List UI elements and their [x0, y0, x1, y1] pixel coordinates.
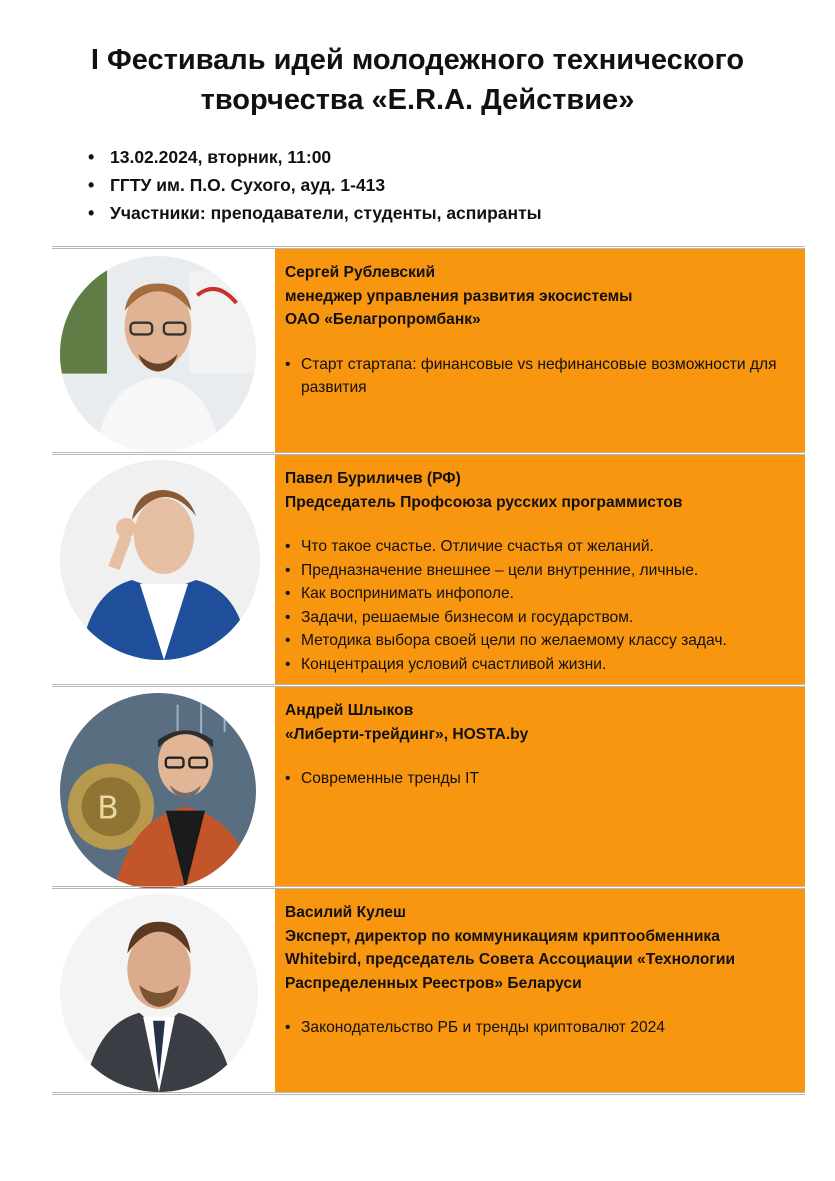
speaker-name: Андрей Шлыков [285, 702, 414, 719]
speakers-table [52, 246, 805, 1095]
speaker-row [52, 246, 805, 452]
topic-item: • Методика выбора своей цели по желаемому классу задач. [285, 629, 795, 653]
event-location: • ГГТУ им. П.О. Сухого, ауд. 1-413 [88, 171, 542, 199]
topic-item: • Законодательство РБ и тренды криптовалют 2024 [285, 1016, 795, 1040]
topic-item: • Задачи, решаемые бизнесом и государством. [285, 606, 795, 630]
topic-item: • Предназначение внешнее – цели внутренние, личные. [285, 559, 795, 583]
title-line-2: творчества «E.R.A. Действие» [200, 84, 635, 116]
topic-list [285, 353, 795, 400]
speaker-photo [60, 256, 256, 452]
speaker-details [275, 687, 805, 886]
topic-list [285, 767, 795, 791]
event-participants: • Участники: преподаватели, студенты, аспиранты [88, 199, 542, 227]
speaker-photo [60, 693, 256, 889]
speaker-details [275, 889, 805, 1092]
speaker-name: Павел Буриличев (РФ) [285, 470, 461, 487]
speaker-details [275, 249, 805, 452]
topic-list [285, 535, 795, 676]
speaker-name: Сергей Рублевский [285, 264, 436, 281]
speaker-role-line: Распределенных Реестров» Беларуси [285, 974, 582, 992]
speaker-role-line: Эксперт, директор по коммуникациям криптообменника [285, 927, 720, 945]
speaker-role-line: Whitebird, председатель Совета Ассоциации «Технологии [285, 951, 736, 968]
topic-item: • Концентрация условий счастливой жизни. [285, 653, 795, 677]
title-line-1: I Фестиваль идей молодежного технического [90, 44, 745, 76]
page-title [60, 40, 775, 120]
event-date: • 13.02.2024, вторник, 11:00 [88, 143, 542, 171]
svg-text:B: B [97, 790, 119, 827]
speaker-row [52, 886, 805, 1095]
topic-item: • Как воспринимать инфополе. [285, 582, 795, 606]
speaker-photo [60, 894, 258, 1092]
topic-item: • Старт стартапа: финансовые vs нефинансовые возможности для развития [285, 353, 795, 400]
speaker-photo [60, 460, 260, 660]
event-info-list [88, 143, 542, 227]
topic-item: • Что такое счастье. Отличие счастья от желаний. [285, 535, 795, 559]
speaker-row [52, 452, 805, 684]
topic-list [285, 1016, 795, 1040]
topic-item: • Современные тренды IT [285, 767, 795, 791]
speaker-name: Василий Кулеш [285, 904, 406, 921]
speaker-role-line: ОАО «Белагропромбанк» [285, 311, 481, 328]
speaker-role-line: менеджер управления развития экосистемы [285, 287, 633, 305]
speaker-role-line: Председатель Профсоюза русских программистов [285, 493, 683, 511]
speaker-role-line: «Либерти-трейдинг», HOSTA.by [285, 725, 529, 743]
speaker-details [275, 455, 805, 684]
speaker-row [52, 684, 805, 886]
